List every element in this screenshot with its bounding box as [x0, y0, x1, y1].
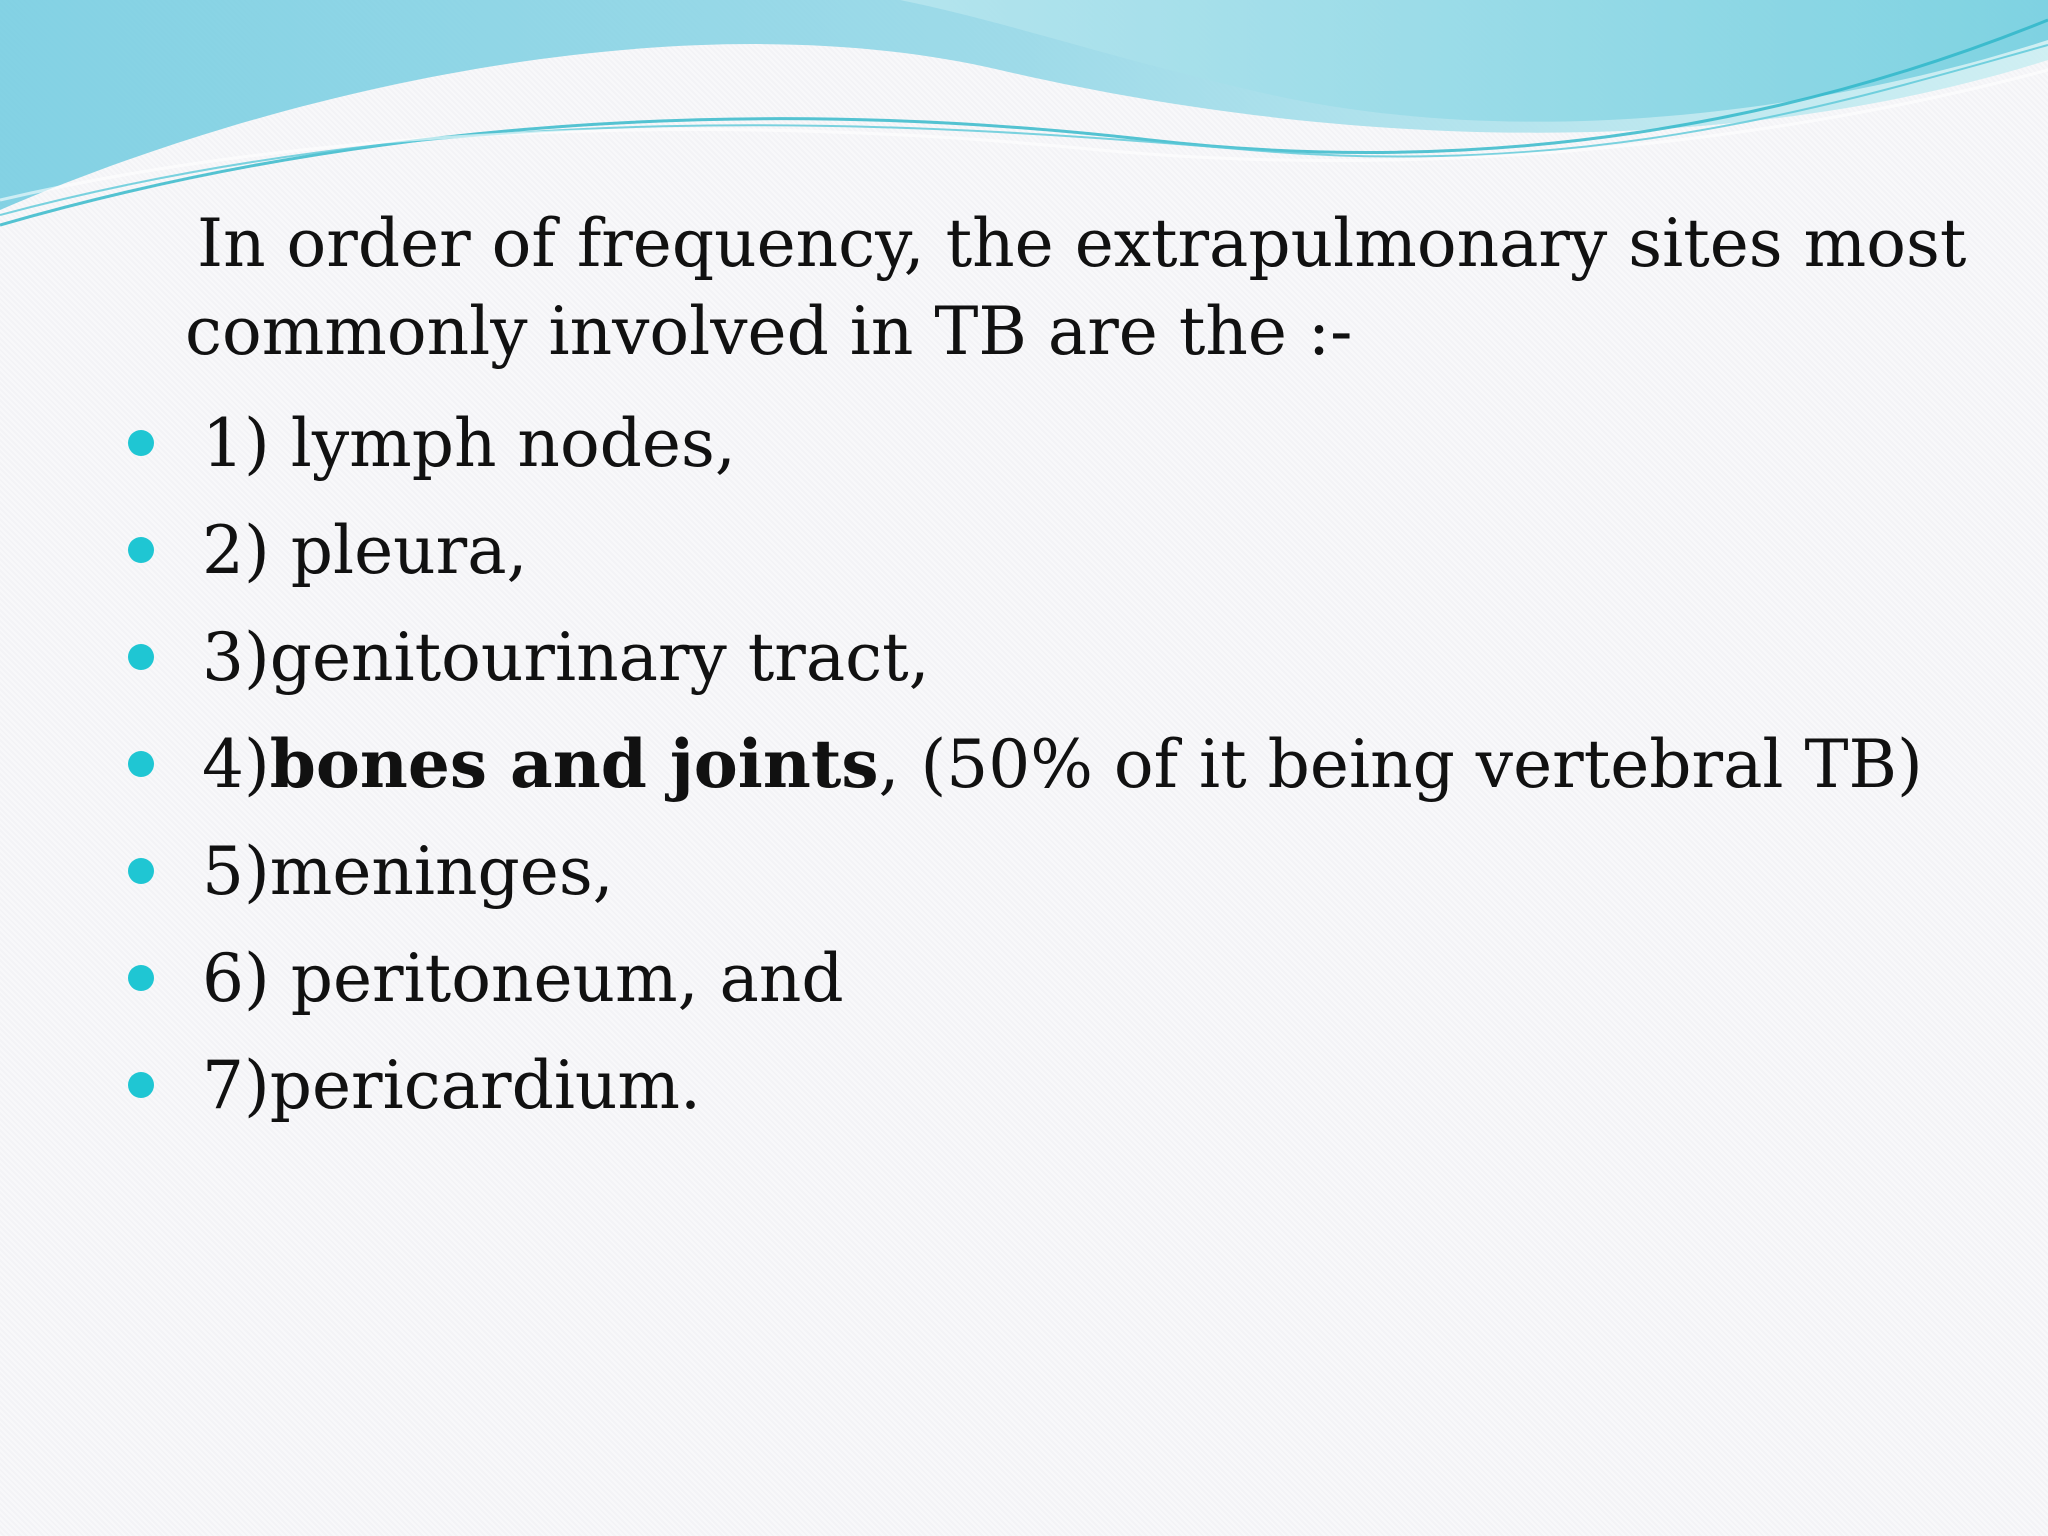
list-item-text: 3)genitourinary tract, — [202, 619, 930, 696]
intro-paragraph — [185, 200, 1985, 376]
list-item-suffix: , (50% of it being vertebral TB) — [878, 726, 1923, 803]
bullet-dot-icon — [128, 1072, 154, 1098]
list-item — [0, 604, 2048, 711]
list-item-bold-text: bones and joints — [269, 725, 879, 803]
bullet-dot-icon — [128, 537, 154, 563]
bullet-dot-icon — [128, 430, 154, 456]
intro-line-1: In order of frequency, the extrapulmonary sites most — [197, 205, 1967, 282]
intro-line-2: commonly involved in TB are the :- — [185, 293, 1353, 370]
list-item — [0, 390, 2048, 497]
list-item-text: 5)meninges, — [202, 833, 614, 910]
list-item-text: 1) lymph nodes, — [202, 405, 736, 482]
sites-list — [0, 390, 2048, 1139]
bullet-dot-icon — [128, 644, 154, 670]
list-item — [0, 497, 2048, 604]
list-item-text: 2) pleura, — [202, 512, 528, 589]
bullet-dot-icon — [128, 751, 154, 777]
list-item-text: 7)pericardium. — [202, 1047, 701, 1124]
bullet-dot-icon — [128, 965, 154, 991]
list-item-prefix: 4) — [202, 726, 270, 803]
list-item-text — [202, 711, 1923, 818]
bullet-dot-icon — [128, 858, 154, 884]
list-item — [0, 818, 2048, 925]
list-item — [0, 925, 2048, 1032]
list-item-text: 6) peritoneum, and — [202, 940, 844, 1017]
list-item — [0, 1032, 2048, 1139]
list-item — [0, 711, 2048, 818]
